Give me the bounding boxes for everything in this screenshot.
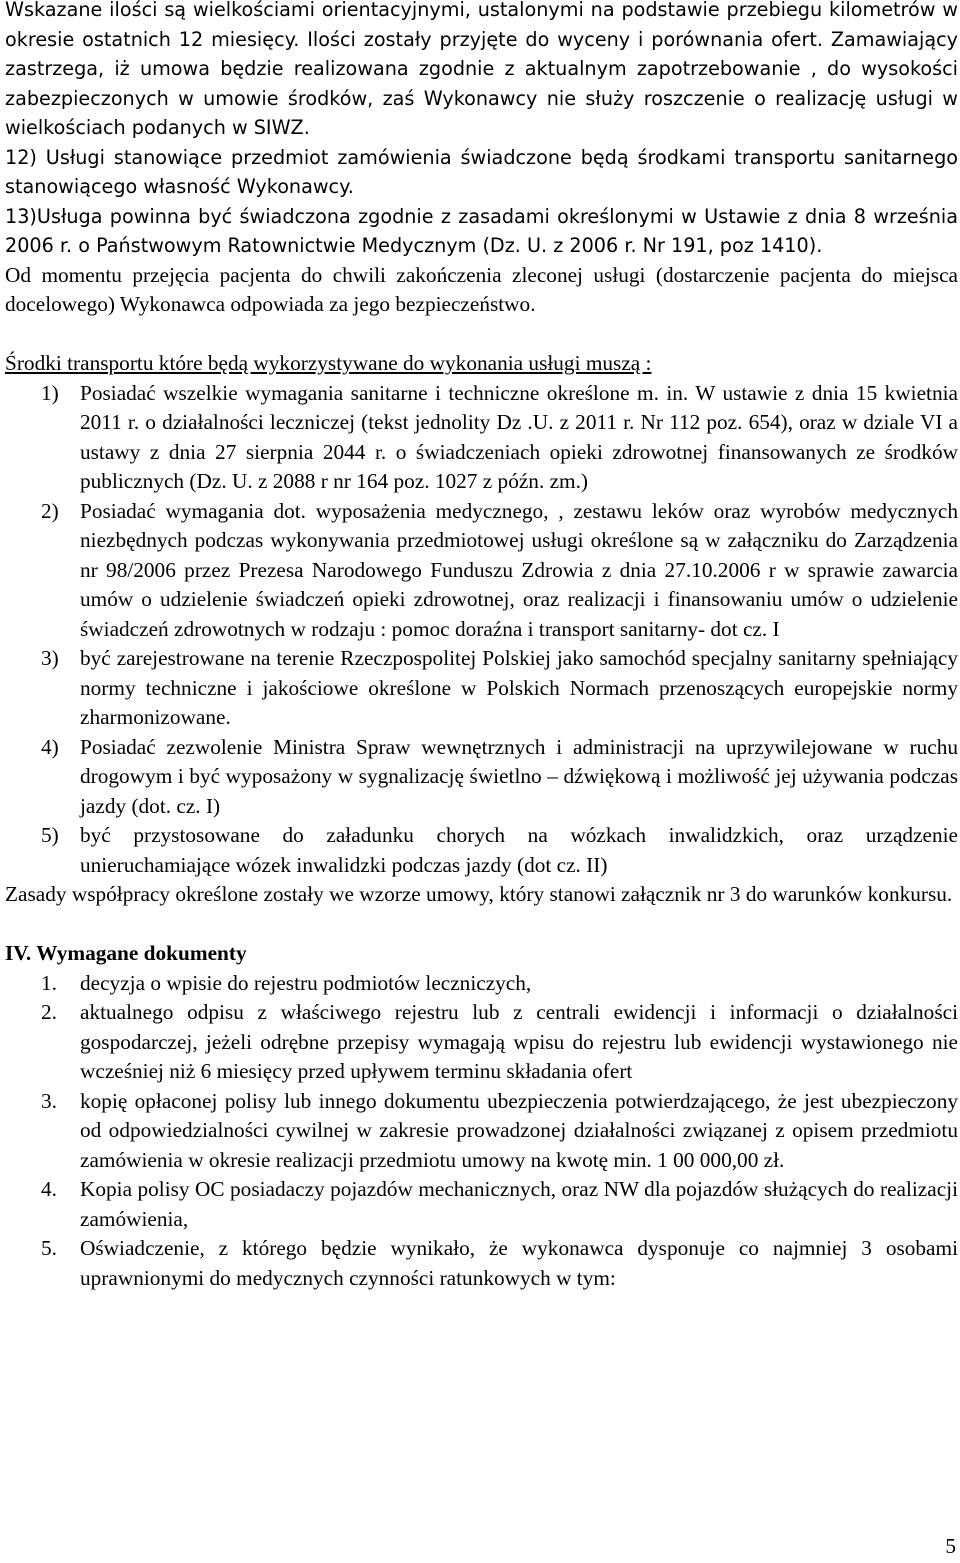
list-item-number: 1. [41, 970, 57, 995]
transport-requirements-heading: Środki transportu które będą wykorzystywane do wykonania usługi muszą : [5, 351, 652, 375]
list-item-number: 1) [41, 380, 59, 405]
list-item-text: być przystosowane do załadunku chorych na wózkach inwalidzkich, oraz urządzenie unieruchamiające wózek inwalidzki podczas jazdy (dot cz. II) [80, 823, 958, 877]
list-item [5, 1175, 958, 1234]
point-12-paragraph: 12) Usługi stanowiące przedmiot zamówienia świadczone będą środkami transportu sanitarnego stanowiącego własność Wykonawcy. [5, 145, 958, 198]
responsibility-paragraph: Od momentu przejęcia pacjenta do chwili zakończenia zleconej usługi (dostarczenie pacjenta do miejsca docelowego) Wykonawca odpowiada za jego bezpieczeństwo. [5, 262, 958, 316]
cooperation-paragraph: Zasady współpracy określone zostały we wzorze umowy, który stanowi załącznik nr 3 do warunków konkursu. [5, 882, 953, 906]
list-item [5, 1087, 958, 1176]
required-documents-list [5, 969, 958, 1294]
list-item-text: kopię opłaconej polisy lub innego dokumentu ubezpieczenia potwierdzającego, że jest ubezpieczony od odpowiedzialności cywilnej w zakresie prowadzonej działalności związanej z opisem przedmiotu zamówienia w okresie realizacji przedmiotu umowy na kwotę min. 1 00 000,00 zł. [80, 1088, 958, 1172]
list-item-text: aktualnego odpisu z właściwego rejestru lub z centrali ewidencji i informacji o działalności gospodarczej, jeżeli odrębne przepisy wymagają wpisu do rejestru lub ewidencji wystawionego nie wcześniej niż 6 miesięcy przed upływem terminu składania ofert [80, 1000, 958, 1083]
list-item-number: 5) [41, 823, 59, 847]
list-item-text: decyzja o wpisie do rejestru podmiotów leczniczych, [80, 970, 532, 995]
list-item-number: 5. [41, 1236, 57, 1260]
list-item-text: być zarejestrowane na terenie Rzeczpospolitej Polskiej jako samochód specjalny sanitarny spełniający normy techniczne i jakościowe określone w Polskich Normach przenoszących europejskie normy zharmonizowane. [80, 646, 958, 729]
list-item [5, 1234, 958, 1293]
list-item-text: Posiadać wymagania dot. wyposażenia medycznego, , zestawu leków oraz wyrobów medycznych niezbędnych podczas wykonywania przedmiotowej usługi określone są w załączniku do Zarządzenia nr 98/2006 przez Prezesa Narodowego Funduszu Zdrowia z dnia 27.10.2006 r w sprawie zawarcia umów o udzielenie świadczeń opieki zdrowotnej, oraz realizacji i finansowaniu umów o udzielenie świadczeń zdrowotnych w rodzaju : pomoc doraźna i transport sanitarny- dot cz. I [80, 498, 958, 641]
intro-paragraph: Wskazane ilości są wielkościami orientacyjnymi, ustalonymi na podstawie przebiegu kilometrów w okresie ostatnich 12 miesięcy. Ilości zostały przyjęte do wyceny i porównania ofert. Zamawiający zastrzega, iż umowa będzie realizowana zgodnie z aktualnym zapotrzebowanie , do wysokości zabezpieczonych w umowie środków, zaś Wykonawcy nie służy roszczenie o realizację usługi w wielkościach podanych w SIWZ. [5, 0, 958, 139]
list-item-text: Oświadczenie, z którego będzie wynikało, że wykonawca dysponuje co najmniej 3 osobami uprawnionymi do medycznych czynności ratunkowych w tym: [80, 1236, 958, 1290]
list-item [5, 379, 958, 497]
list-item-number: 3) [41, 646, 59, 670]
list-item [5, 998, 958, 1087]
list-item-number: 3. [41, 1088, 57, 1113]
section-heading: IV. Wymagane dokumenty [5, 941, 247, 965]
page-number: 5 [945, 1534, 956, 1558]
list-item [5, 733, 958, 822]
list-item-number: 4) [41, 734, 59, 759]
spacer [5, 910, 958, 940]
point-13-paragraph: 13)Usługa powinna być świadczona zgodnie z zasadami określonymi w Ustawie z dnia 8 września 2006 r. o Państwowym Ratownictwie Medycznym (Dz. U. z 2006 r. Nr 191, poz 1410). [5, 204, 958, 257]
list-item [5, 497, 958, 645]
list-item-text: Posiadać wszelkie wymagania sanitarne i techniczne określone m. in. W ustawie z dnia 15 kwietnia 2011 r. o działalności leczniczej (tekst jednolity Dz .U. z 2011 r. Nr 112 poz. 654), oraz w dziale VI a ustawy z dnia 27 sierpnia 2044 r. o świadczeniach opieki zdrowotnej finansowanych ze środków publicznych (Dz. U. z 2088 r nr 164 poz. 1027 z późn. zm.) [80, 380, 958, 493]
list-item [5, 821, 958, 880]
list-item-number: 4. [41, 1177, 57, 1201]
list-item-text: Posiadać zezwolenie Ministra Spraw wewnętrznych i administracji na uprzywilejowane w ruchu drogowym i być wyposażony w sygnalizację świetlno – dźwiękową i możliwość jej używania podczas jazdy (dot. cz. I) [80, 734, 958, 818]
text-column [5, 0, 958, 1293]
list-item [5, 644, 958, 733]
list-item [5, 969, 958, 999]
list-item-number: 2) [41, 498, 59, 523]
list-item-text: Kopia polisy OC posiadaczy pojazdów mechanicznych, oraz NW dla pojazdów służących do realizacji zamówienia, [80, 1177, 958, 1231]
spacer [5, 320, 958, 350]
transport-requirements-list [5, 379, 958, 881]
list-item-number: 2. [41, 1000, 57, 1024]
